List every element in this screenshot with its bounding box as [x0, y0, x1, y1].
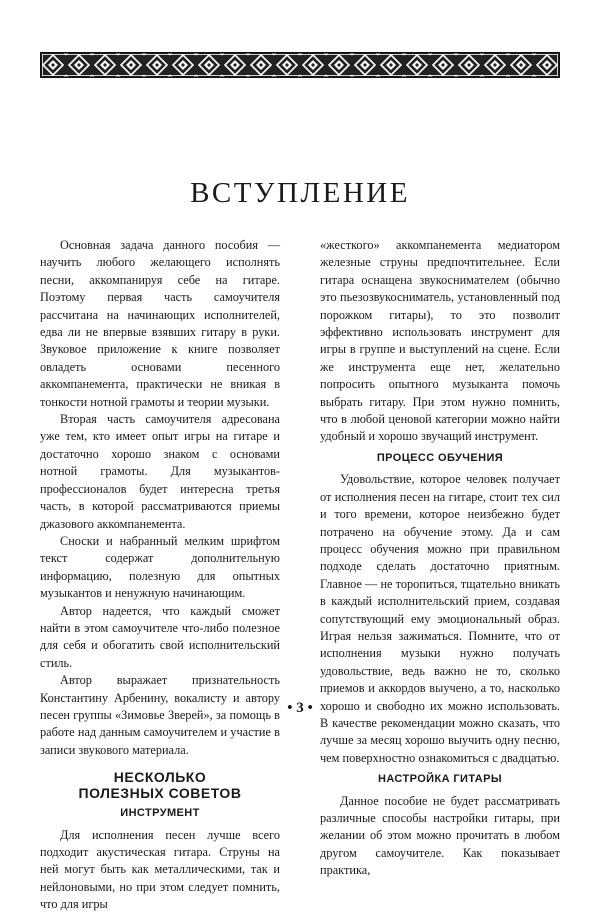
paragraph: Автор надеется, что каждый сможет найти в этом самоучителе что-либо полезное для себя и обогатить свой исполнительский стиль.	[40, 603, 280, 670]
paragraph: «жесткого» аккомпанемента медиатором железные струны предпочтительнее. Если гитара оснащена звукоснимателем (обычно это пьезозвукосниматель, установленный под порожком гитары), то это позволит эффективно использовать инструмент для игры в группе и выступлений на сцене. Если же инструмента еще нет, желательно попросить опытного музыканта помочь выбрать гитару. При этом нужно помнить, что в любой ценовой категории можно найти удобный и хорошо звучащий инструмент.	[320, 238, 560, 444]
subheading-tuning: НАСТРОЙКА ГИТАРЫ	[378, 773, 502, 786]
paragraph: Автор выражает признательность Константину Арбенину, вокалисту и автору песен группы «Зимовье Зверей», за помощь в работе над данным самоучителем и участие в записи звукового материала.	[40, 673, 280, 757]
section-heading-line: ПОЛЕЗНЫХ СОВЕТОВ	[78, 785, 242, 802]
paragraph: Для исполнения песен лучше всего подходит акустическая гитара. Струны на ней могут быть как металлическими, так и нейлоновыми, но при этом следует помнить, что для игры	[40, 827, 280, 912]
ornamental-border-icon	[40, 52, 560, 78]
section-heading-line: НЕСКОЛЬКО	[113, 769, 207, 786]
subheading-instrument: ИНСТРУМЕНТ	[120, 807, 200, 820]
paragraph: Основная задача данного пособия — научить любого желающего исполнять песни, аккомпанируя себе на гитаре. Поэтому первая часть самоучителя рассчитана на начинающих исполнителей, едва ли не впервые взявших гитару в руки. Звуковое приложение к книге позволяет овладеть основами песенного аккомпанемента, практически не вникая в тонкости нотной грамоты и теории музыки.	[40, 238, 280, 409]
page-title: ВСТУПЛЕНИЕ	[190, 177, 410, 210]
paragraph: Данное пособие не будет рассматривать различные способы настройки гитары, при желании об этом можно прочитать в любом другом самоучителе. Как показывает практика,	[320, 793, 560, 878]
paragraph: Сноски и набранный мелким шрифтом текст содержат дополнительную информацию, полезную для опытных музыкантов и ненужную начинающим.	[40, 533, 280, 601]
right-column	[320, 237, 560, 880]
paragraph: Удовольствие, которое человек получает от исполнения песен на гитаре, стоит тех сил и того времени, которое неизбежно будет потрачено на обучение этому. Да и сам процесс обучения можно при правильном подходе сделать достаточно приятным. Главное — не торопиться, тщательно вникать в каждый исполнительский прием, создавая сопутствующий ему эмоциональный образ. Играя нельзя зажиматься. Помните, что от исполнения музыки нужно получать удовольствие, ведь важно не то, сколько приемов и аккордов выучено, а то, насколько хорошо и свободно их можно использовать. В качестве рекомендации можно сказать, что лучше за месяц хорошо выучить одну песню, чем поверхностно ознакомиться с двадцатью.	[320, 472, 560, 765]
paragraph: Вторая часть самоучителя адресована уже тем, кто имеет опыт игры на гитаре и достаточно хорошо знаком с основами нотной грамоты. Для музыкантов-профессионалов будет интересна третья часть, в которой рассматриваются приемы джазового аккомпанемента.	[40, 412, 280, 531]
section-heading	[40, 769, 280, 801]
subheading-learning: ПРОЦЕСС ОБУЧЕНИЯ	[376, 451, 504, 464]
page-number: • 3 •	[287, 700, 313, 716]
left-column	[40, 237, 280, 914]
